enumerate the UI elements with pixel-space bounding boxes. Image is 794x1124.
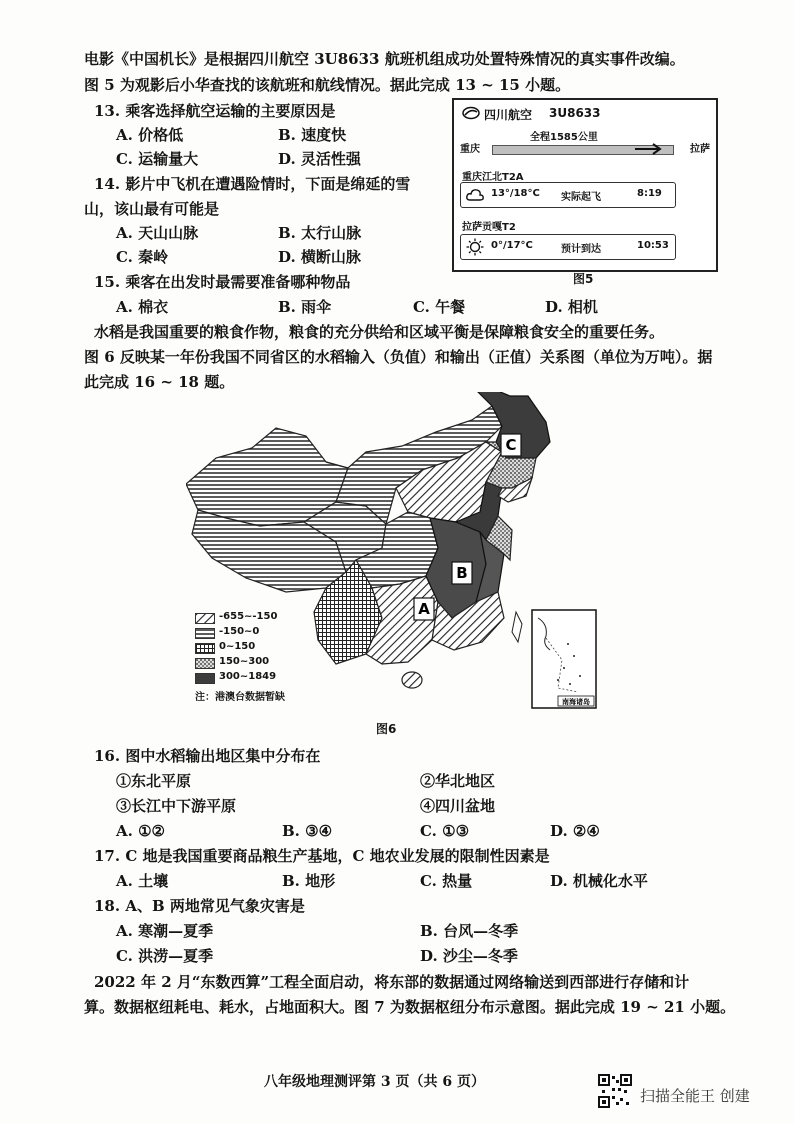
departure-info-box: [460, 182, 676, 208]
question-15-option-a[interactable]: A. 棉衣: [116, 298, 169, 316]
question-16-option-d[interactable]: D. ②④: [550, 822, 600, 840]
question-15-option-b[interactable]: B. 雨伞: [278, 298, 332, 316]
intro-paragraph-1-line-1: 电影《中国机长》是根据四川航空 3U8633 航班机组成功处置特殊情况的真实事件改编。: [84, 50, 685, 68]
arrival-time: 10:53: [637, 240, 669, 251]
airplane-arrow-icon: [633, 141, 663, 157]
legend-label-1: -655~-150: [219, 611, 278, 622]
legend-swatch-diagonal: [195, 613, 215, 624]
intro-paragraph-2-line-2: 图 6 反映某一年份我国不同省区的水稻输入（负值）和输出（正值）关系图（单位为万吨）。据: [84, 348, 713, 366]
legend-label-4: 150~300: [219, 656, 270, 667]
question-13-option-b[interactable]: B. 速度快: [278, 126, 347, 144]
question-14-option-c[interactable]: C. 秦岭: [116, 248, 169, 266]
question-18-option-d[interactable]: D. 沙尘—冬季: [420, 947, 518, 965]
arrival-info-box: [460, 234, 676, 260]
legend-label-5: 300~1849: [219, 671, 277, 682]
figure-5-flight-card: [452, 98, 718, 272]
question-15-stem: 15. 乘客在出发时最需要准备哪种物品: [94, 273, 351, 291]
route-line: [492, 145, 674, 155]
question-18-option-b[interactable]: B. 台风—冬季: [420, 922, 519, 940]
question-16-item-2: ②华北地区: [420, 772, 496, 790]
departure-time: 8:19: [637, 188, 662, 199]
intro-paragraph-3-line-2: 算。数据枢纽耗电、耗水，占地面积大。图 7 为数据枢纽分布示意图。据此完成 19 ~ 21 小题。: [84, 998, 736, 1016]
label-b: B: [456, 564, 468, 582]
arrival-status: 预计到达: [561, 244, 601, 255]
intro-paragraph-1-line-2: 图 5 为观影后小华查找的该航班和航线情况。据此完成 13 ~ 15 小题。: [84, 76, 571, 94]
page-footer: 八年级地理测评第 3 页（共 6 页）: [264, 1074, 485, 1090]
arrival-temperature: 0°/17°C: [491, 240, 533, 251]
origin-city: 重庆: [460, 144, 480, 155]
airline-name: 四川航空: [484, 108, 533, 122]
departure-status: 实际起飞: [561, 192, 601, 203]
question-13-option-a[interactable]: A. 价格低: [116, 126, 184, 144]
figure-6-china-rice-map: [186, 392, 626, 716]
question-16-item-1: ①东北平原: [116, 772, 192, 790]
question-16-stem: 16. 图中水稻输出地区集中分布在: [94, 747, 321, 765]
region-hainan: [402, 672, 422, 688]
departure-airport: 重庆江北T2A: [462, 172, 524, 183]
question-16-option-b[interactable]: B. ③④: [282, 822, 333, 840]
question-16-option-a[interactable]: A. ①②: [116, 822, 165, 840]
legend-swatch-grid: [195, 643, 215, 654]
legend-label-3: 0~150: [219, 641, 256, 652]
legend-swatch-dark: [195, 673, 215, 684]
question-17-stem: 17. C 地是我国重要商品粮生产基地，C 地农业发展的限制性因素是: [94, 847, 550, 865]
figure-5-caption: 图5: [573, 272, 594, 286]
question-16-item-3: ③长江中下游平原: [116, 797, 237, 815]
question-16-item-4: ④四川盆地: [420, 797, 496, 815]
question-18-option-c[interactable]: C. 洪涝—夏季: [116, 947, 214, 965]
destination-city: 拉萨: [690, 144, 710, 155]
label-a: A: [418, 600, 430, 618]
figure-6-caption: 图6: [376, 722, 397, 736]
question-14-option-d[interactable]: D. 横断山脉: [278, 248, 361, 266]
question-14-stem-line-2: 山，该山最有可能是: [84, 200, 220, 218]
qr-code-icon: [598, 1074, 632, 1108]
question-15-option-c[interactable]: C. 午餐: [413, 298, 466, 316]
scanner-watermark: 扫描全能王 创建: [640, 1087, 750, 1105]
legend-swatch-horizontal: [195, 628, 215, 639]
departure-temperature: 13°/18°C: [491, 188, 540, 199]
question-14-option-b[interactable]: B. 太行山脉: [278, 224, 362, 242]
sun-icon: [465, 238, 485, 256]
question-13-stem: 13. 乘客选择航空运输的主要原因是: [94, 102, 336, 120]
question-15-option-d[interactable]: D. 相机: [545, 298, 598, 316]
question-14-stem-line-1: 14. 影片中飞机在遭遇险情时，下面是绵延的雪: [94, 175, 411, 193]
south-china-sea-inset: [532, 610, 596, 708]
legend-label-2: -150~0: [219, 626, 260, 637]
question-17-option-a[interactable]: A. 土壤: [116, 872, 169, 890]
flight-number: 3U8633: [549, 106, 601, 120]
cloud-icon: [465, 186, 485, 204]
legend-note-text: 注：港澳台数据暂缺: [195, 692, 285, 703]
question-18-option-a[interactable]: A. 寒潮—夏季: [116, 922, 214, 940]
question-17-option-c[interactable]: C. 热量: [420, 872, 473, 890]
inset-label: 南海诸岛: [562, 698, 590, 706]
question-13-option-d[interactable]: D. 灵活性强: [278, 150, 361, 168]
legend-swatch-dots: [195, 658, 215, 669]
intro-paragraph-2-line-1: 水稻是我国重要的粮食作物，粮食的充分供给和区域平衡是保障粮食安全的重要任务。: [94, 323, 665, 341]
intro-paragraph-2-line-3: 此完成 16 ~ 18 题。: [84, 373, 235, 391]
question-17-option-b[interactable]: B. 地形: [282, 872, 336, 890]
question-18-stem: 18. A、B 两地常见气象灾害是: [94, 897, 305, 915]
region-taiwan: [512, 612, 522, 642]
sichuan-airlines-logo-icon: [462, 106, 480, 120]
question-14-option-a[interactable]: A. 天山山脉: [116, 224, 199, 242]
question-16-option-c[interactable]: C. ①③: [420, 822, 470, 840]
arrival-airport: 拉萨贡嘎T2: [462, 222, 516, 233]
route-bar: [460, 132, 710, 158]
intro-paragraph-3-line-1: 2022 年 2 月“东数西算”工程全面启动，将东部的数据通过网络输送到西部进行存储和计: [94, 973, 690, 991]
question-17-option-d[interactable]: D. 机械化水平: [550, 872, 648, 890]
label-c: C: [505, 436, 517, 454]
route-distance: 全程1585公里: [530, 132, 598, 143]
question-13-option-c[interactable]: C. 运输量大: [116, 150, 199, 168]
